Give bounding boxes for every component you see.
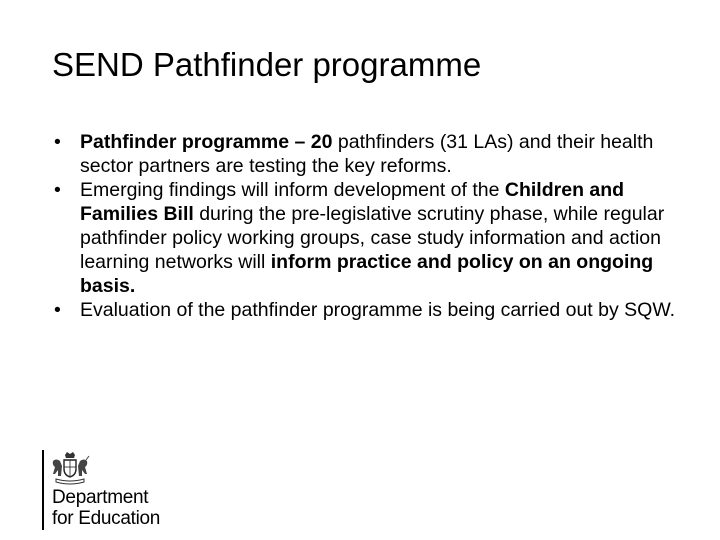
logo-wordmark — [52, 487, 160, 529]
dfe-logo — [42, 450, 182, 530]
bullet-text: pathfinders (31 LAs) and their health sector partners are testing the key reforms. — [80, 131, 654, 177]
logo-line-2: for Education — [52, 508, 161, 529]
bullet-dot: • — [54, 299, 61, 321]
bullet-dot: • — [54, 131, 61, 153]
bullet-text: Emerging findings will inform development of the — [80, 179, 505, 201]
logo-divider — [42, 450, 44, 530]
bullet-item — [52, 178, 692, 298]
bullet-item — [52, 298, 692, 322]
bullet-item — [52, 130, 692, 178]
bullet-dot: • — [54, 179, 61, 201]
bullet-text-bold: inform practice and policy on an ongoing basis. — [80, 251, 654, 297]
bullet-text-bold: Pathfinder programme – 20 — [80, 131, 333, 153]
royal-crest-icon — [50, 452, 90, 486]
logo-line-1: Department — [52, 487, 149, 508]
slide-title: SEND Pathfinder programme — [52, 46, 482, 83]
bullet-text: Evaluation of the pathfinder programme is being carried out by SQW. — [80, 299, 676, 321]
bullet-list — [52, 130, 692, 322]
bullet-text: during the pre-legislative scrutiny phase, while regular pathfinder policy working groups, case study information and action learning networks will — [80, 203, 665, 273]
bullet-text-bold: Children and Families Bill — [80, 179, 625, 225]
